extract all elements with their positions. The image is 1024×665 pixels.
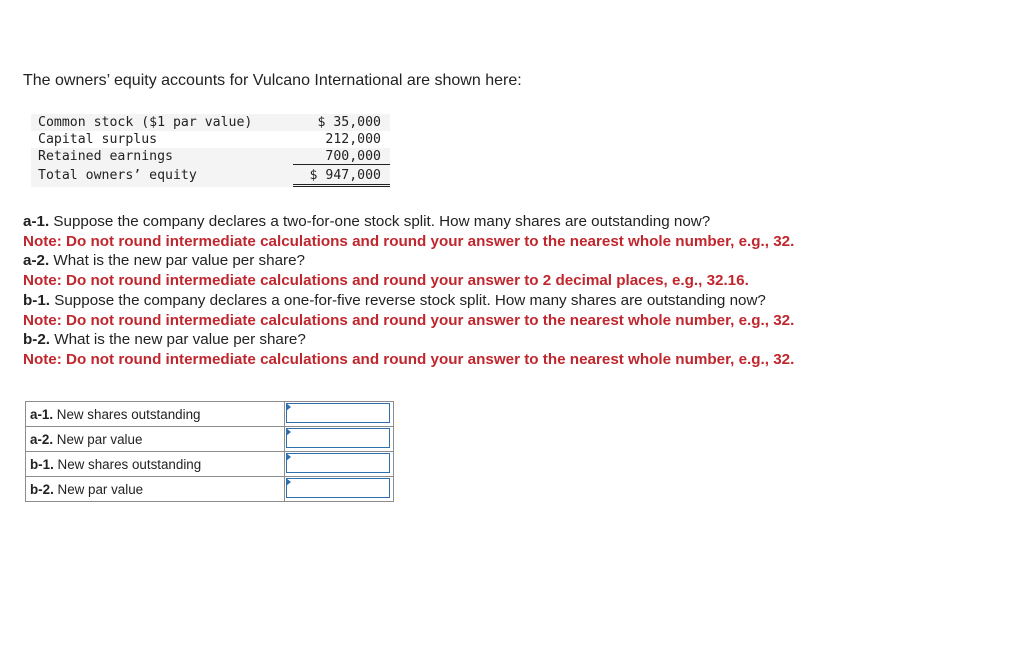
answer-label [26, 427, 285, 452]
answer-input-a1[interactable] [286, 403, 390, 423]
question-note: Note: Do not round intermediate calculations and round your answer to the nearest whole number, e.g., 32. [23, 311, 795, 329]
equity-value: $ 35,000 [317, 115, 381, 130]
answer-id: a-1. [30, 406, 54, 422]
equity-total-label: Total owners’ equity [38, 168, 197, 183]
answer-table [25, 401, 394, 502]
answer-row [26, 402, 394, 427]
input-marker-icon [286, 453, 291, 461]
question-a2 [23, 251, 794, 271]
answer-cell [285, 452, 394, 477]
question-id: b-1. [23, 291, 51, 309]
question-text: Suppose the company declares a two-for-one stock split. How many shares are outstanding now? [49, 213, 711, 230]
equity-label: Retained earnings [38, 149, 173, 164]
question-a1 [23, 212, 794, 232]
answer-label-text: New par value [53, 481, 144, 497]
answer-label-text: New shares outstanding [53, 406, 201, 422]
equity-row [31, 148, 390, 165]
question-b1 [23, 291, 794, 311]
questions-block [23, 212, 794, 370]
equity-total-value: $ 947,000 [293, 165, 390, 187]
answer-label [26, 452, 285, 477]
answer-input-a2[interactable] [286, 428, 390, 448]
answer-row [26, 427, 394, 452]
answer-id: b-2. [30, 481, 54, 497]
equity-label: Capital surplus [38, 132, 158, 147]
answer-cell [285, 402, 394, 427]
answer-row [26, 477, 394, 502]
question-id: a-2. [23, 252, 50, 270]
question-id: b-2. [23, 331, 51, 349]
equity-row [31, 114, 390, 131]
problem-intro: The owners’ equity accounts for Vulcano International are shown here: [23, 72, 522, 89]
equity-value: 212,000 [325, 132, 381, 147]
question-id: a-1. [23, 213, 50, 230]
equity-label: Common stock ($1 par value) [38, 115, 253, 130]
question-text: Suppose the company declares a one-for-five reverse stock split. How many shares are outstanding now? [50, 291, 766, 309]
input-marker-icon [286, 428, 291, 436]
answer-cell [285, 477, 394, 502]
question-note: Note: Do not round intermediate calculations and round your answer to 2 decimal places, e.g., 32.16. [23, 272, 749, 290]
answer-row [26, 452, 394, 477]
equity-table [31, 114, 390, 187]
equity-row [31, 131, 390, 148]
question-text: What is the new par value per share? [50, 331, 306, 349]
answer-id: b-1. [30, 456, 54, 472]
answer-label [26, 402, 285, 427]
answer-label [26, 477, 285, 502]
answer-label-text: New shares outstanding [53, 456, 202, 472]
input-marker-icon [286, 403, 291, 411]
input-marker-icon [286, 478, 291, 486]
answer-input-b2[interactable] [286, 478, 390, 498]
answer-id: a-2. [30, 431, 54, 447]
question-text: What is the new par value per share? [49, 252, 305, 270]
answer-cell [285, 427, 394, 452]
question-note: Note: Do not round intermediate calculations and round your answer to the nearest whole number, e.g., 32. [23, 232, 795, 250]
answer-input-b1[interactable] [286, 453, 390, 473]
question-note: Note: Do not round intermediate calculations and round your answer to the nearest whole number, e.g., 32. [23, 350, 795, 368]
answer-label-text: New par value [53, 431, 143, 447]
equity-value: 700,000 [293, 148, 390, 165]
question-b2 [23, 330, 794, 350]
equity-total-row [31, 165, 390, 187]
